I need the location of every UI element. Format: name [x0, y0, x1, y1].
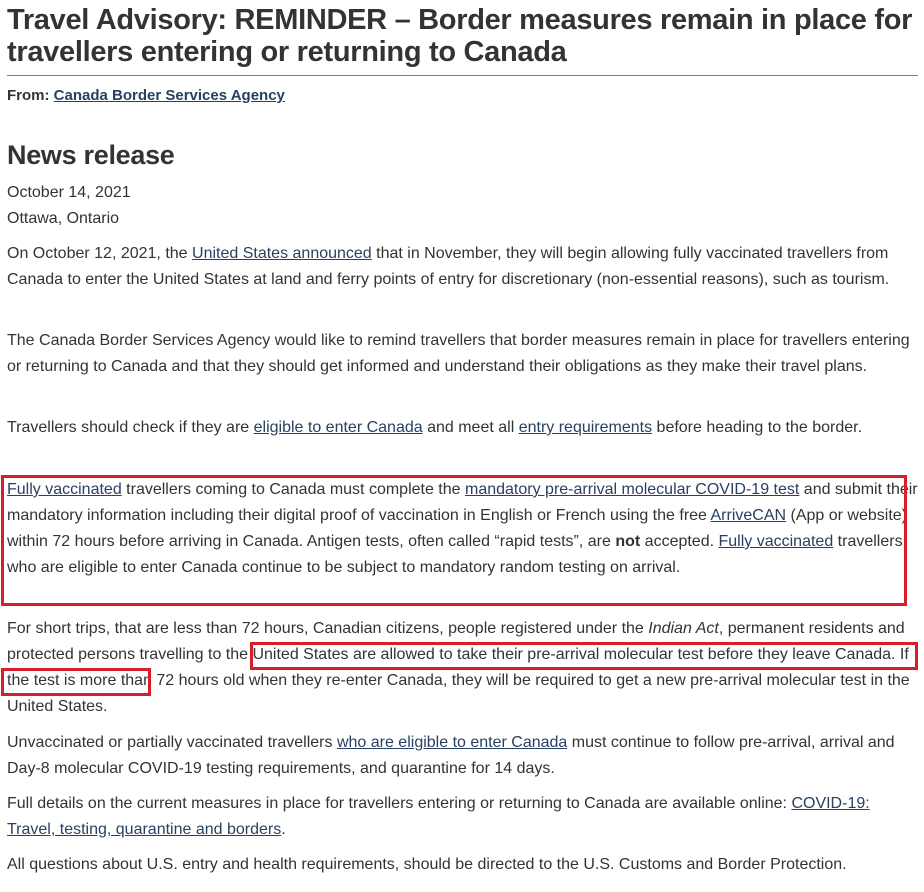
- text: and submit their mandatory information including their digital proof of vaccination in English or French using the free: [7, 481, 918, 524]
- paragraph-us-questions: [7, 852, 921, 878]
- text: For short trips, that are less than 72 hours, Canadian citizens, people registered under the: [7, 620, 649, 637]
- text: that in November, they will begin allowing fully vaccinated travellers from Canada to enter the United States at land and ferry points of entry for discretionary (non-essential reasons), such as tourism.: [7, 245, 890, 288]
- title-divider: [7, 75, 918, 76]
- emphasis-not: not: [615, 533, 641, 550]
- highlight-box-leave-canada: [1, 668, 151, 696]
- paragraph-eligibility: [7, 415, 921, 441]
- text: travellers who are eligible to enter Canada continue to be subject to mandatory random testing on arrival.: [7, 533, 903, 576]
- text: travellers coming to Canada must complete the: [121, 481, 465, 498]
- highlight-box-travelling: [250, 642, 918, 670]
- fully-vaccinated-link[interactable]: Fully vaccinated: [7, 481, 122, 498]
- release-date: October 14, 2021: [7, 184, 131, 201]
- text: Full details on the current measures in place for travellers entering or returning to Canada are available online:: [7, 795, 792, 812]
- us-announced-link[interactable]: United States announced: [192, 245, 372, 262]
- from-line: [7, 86, 285, 106]
- highlight-box-vaccinated: [1, 475, 907, 606]
- arrivecan-link[interactable]: ArriveCAN: [710, 507, 787, 524]
- text: The Canada Border Services Agency would like to remind travellers that border measures remain in place for travellers entering or returning to Canada and that they should get informed and understand their obligations as they make their travel plans.: [7, 332, 910, 375]
- agency-link[interactable]: Canada Border Services Agency: [53, 87, 285, 104]
- paragraph-full-details: [7, 791, 921, 843]
- release-location: Ottawa, Ontario: [7, 210, 120, 227]
- text: Unvaccinated or partially vaccinated travellers: [7, 734, 337, 751]
- text: and meet all: [422, 419, 519, 436]
- pre-arrival-test-link[interactable]: mandatory pre-arrival molecular COVID-19 test: [465, 481, 800, 498]
- eligible-to-enter-link-2[interactable]: who are eligible to enter Canada: [336, 734, 568, 751]
- entry-requirements-link[interactable]: entry requirements: [518, 419, 653, 436]
- from-label: From:: [7, 87, 50, 104]
- paragraph-unvaccinated: [7, 730, 921, 782]
- text: before heading to the border.: [652, 419, 863, 436]
- text: All questions about U.S. entry and health requirements, should be directed to the U.S. Customs and Border Protection.: [7, 856, 847, 873]
- covid-travel-link[interactable]: COVID-19: Travel, testing, quarantine and borders: [7, 795, 870, 838]
- text: , permanent residents and protected persons travelling to the United States are allowed to take their pre-arrival molecular test before they leave Canada. If the test is more than 72 hours old when they re-enter Canada, they will be required to get a new pre-arrival molecular test in the United States.: [7, 620, 910, 715]
- section-heading: News release: [7, 140, 175, 170]
- text: must continue to follow pre-arrival, arrival and Day-8 molecular COVID-19 testing requirements, and quarantine for 14 days.: [7, 734, 895, 777]
- text: (App or website) within 72 hours before arriving in Canada. Antigen tests, often called “rapid tests”, are: [7, 507, 907, 550]
- paragraph-us-announcement: [7, 241, 921, 293]
- fully-vaccinated-link-2[interactable]: Fully vaccinated: [718, 533, 834, 550]
- indian-act-italic: Indian Act: [648, 620, 719, 637]
- text: accepted.: [640, 533, 719, 550]
- text: On October 12, 2021, the: [7, 245, 193, 262]
- paragraph-reminder: [7, 328, 921, 380]
- text: .: [281, 821, 286, 838]
- text: Travellers should check if they are: [7, 419, 254, 436]
- page-title: Travel Advisory: REMINDER – Border measures remain in place for travellers entering or returning to Canada: [7, 4, 913, 68]
- eligible-to-enter-link[interactable]: eligible to enter Canada: [253, 419, 423, 436]
